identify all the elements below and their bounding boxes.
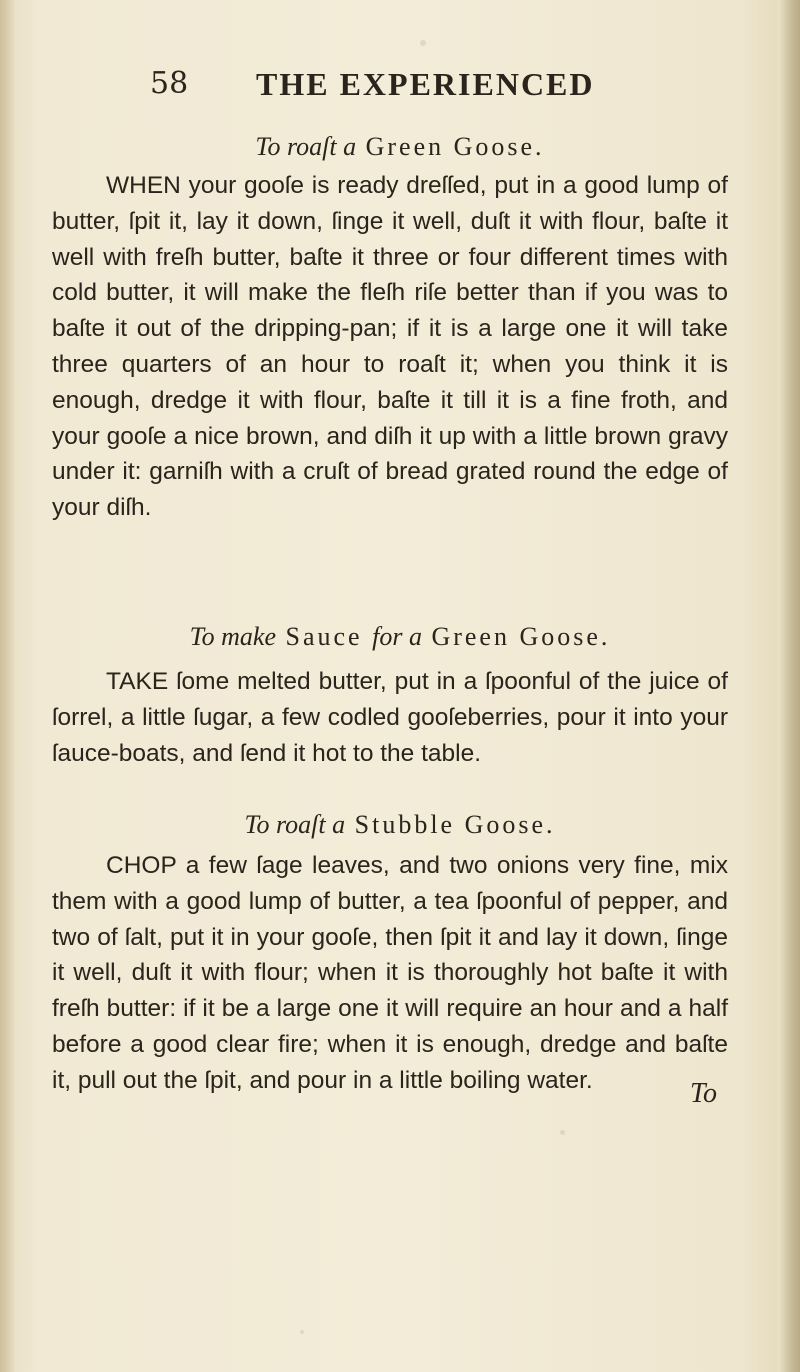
section-heading-roast-stubble-goose: To roaſt a Stubble Goose.	[244, 810, 556, 839]
section-body-green-goose-sauce: TAKE ſome melted butter, put in a ſpoonful of the juice of ſorrel, a little ſugar, a few codled gooſeberries, pour it into your ſauce-boats, and ſend it hot to the table.	[52, 668, 728, 767]
page-number: 58	[150, 66, 189, 101]
section-body-roast-green-goose: WHEN your gooſe is ready dreſſed, put in a good lump of butter, ſpit it, lay it down, ſinge it well, duſt it with flour, baſte it well with freſh butter, baſte it three or four different times with cold butter, it will make the fleſh riſe better than if you was to baſte it out of the dripping-pan; if it is a large one it will take three quarters of an hour to roaſt it; when you think it is enough, dredge it with flour, baſte it till it is a fine froth, and your gooſe a nice brown, and diſh it up with a little brown gravy under it: garniſh with a cruſt of bread grated round the edge of your diſh.	[52, 172, 728, 522]
page-left-edge	[0, 0, 14, 1372]
running-head	[140, 62, 700, 106]
section-heading-green-goose-sauce: To make Sauce for a Green Goose.	[189, 622, 611, 651]
section-heading-roast-green-goose: To roaſt a Green Goose.	[255, 132, 545, 161]
page-right-edge	[778, 0, 800, 1372]
paper-speck	[560, 1130, 565, 1135]
paper-speck	[420, 40, 426, 46]
catchword: To	[690, 1078, 718, 1109]
section-body-roast-stubble-goose: CHOP a few ſage leaves, and two onions very fine, mix them with a good lump of butter, a tea ſpoonful of pepper, and two of ſalt, put it in your gooſe, then ſpit it and lay it down, ſinge it well, duſt it with flour; when it is thoroughly hot baſte it with freſh butter: if it be a large one it will require an hour and a half before a good clear fire; when it is enough, dredge and baſte it, pull out the ſpit, and pour in a little boiling water.	[52, 852, 728, 1094]
running-title: THE EXPERIENCED	[256, 66, 595, 102]
paper-speck	[300, 1330, 304, 1334]
